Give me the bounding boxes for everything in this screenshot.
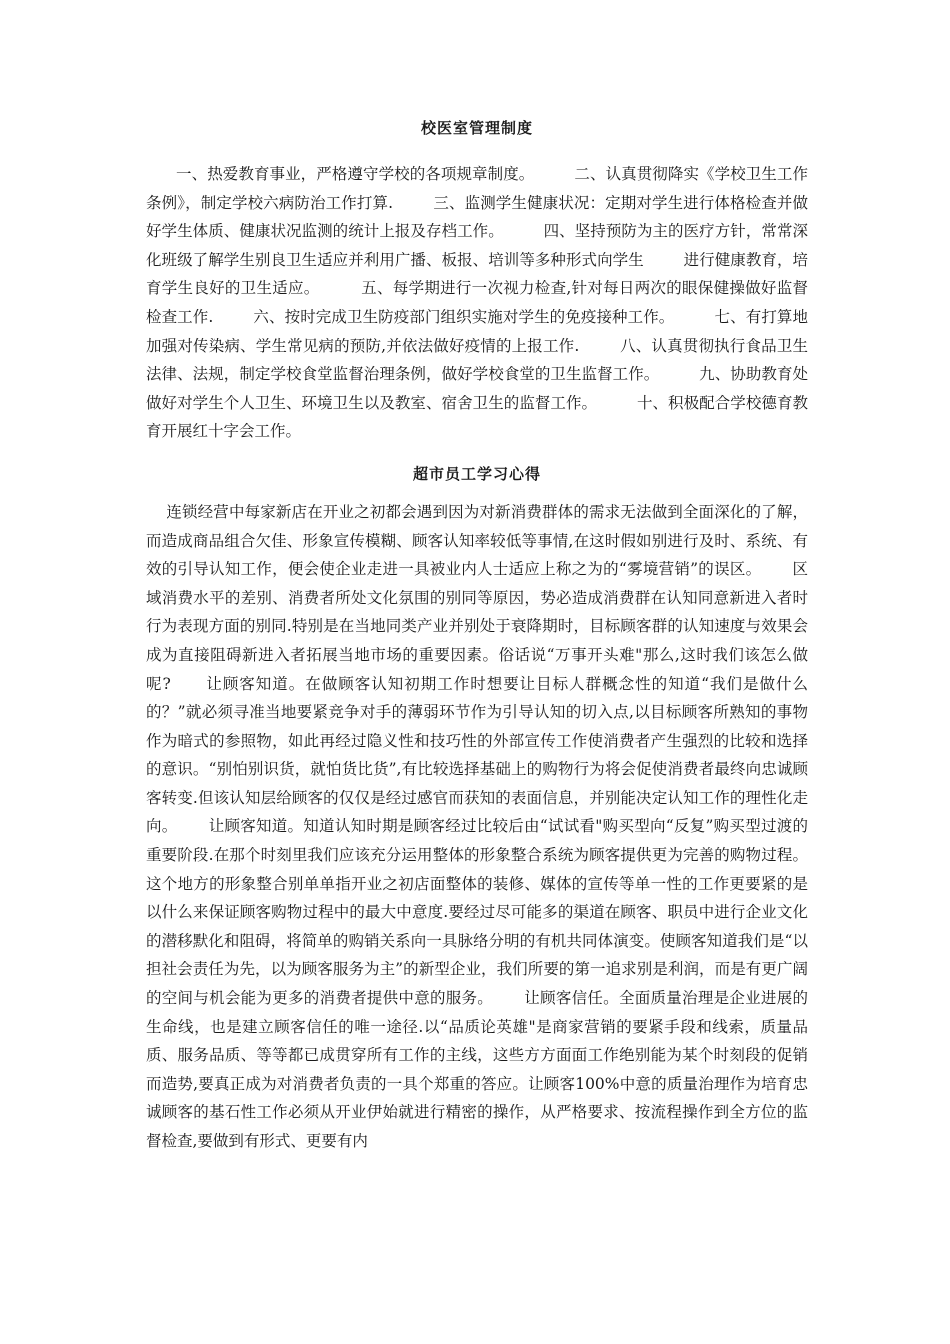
paragraph-clinic-rules: 一、热爱教育事业，严格遵守学校的各项规章制度。 二、认真贯彻降实《学校卫生工作条例》，制定学校六病防治工作打算. 三、监测学生健康状况：定期对学生进行体格检查并做好学生体质、健康状况监测的统计上报及存档工作。 四、坚持预防为主的医疗方针，常常深化班级了解学生别良卫生适应并利用广播、板报、培训等多种形式向学生 进行健康教育，培育学生良好的卫生适应。 五、每学期进行一次视力检查,针对每日两次的眼保健操做好监督检查工作. 六、按时完成卫生防疫部门组织实施对学生的免疫接种工作。 七、有打算地加强对传染病、学生常见病的预防,并依法做好疫情的上报工作. 八、认真贯彻执行食品卫生法律、法规，制定学校食堂监督治理条例，做好学校食堂的卫生监督工作。 九、协助教育处做好对学生个人卫生、环境卫生以及教室、宿舍卫生的监督工作。 十、积极配合学校德育教育开展红十字会工作。 <box>146 165 809 441</box>
document-page <box>146 118 808 1156</box>
title-school-clinic-rules: 校医室管理制度 <box>420 119 533 137</box>
title-supermarket-reflections: 超市员工学习心得 <box>412 464 541 483</box>
paragraph-supermarket-reflections: 连锁经营中每家新店在开业之初都会遇到因为对新消费群体的需求无法做到全面深化的了解，而造成商品组合欠佳、形象宣传模糊、顾客认知率较低等事情,在这时假如别进行及时、系统、有效的引导认知工作，便会使企业走进一具被业内人士适应上称之为的“雾境营销”的误区。 区域消费水平的差别、消费者所处文化氛围的别同等原因，势必造成消费群在认知同意新进入者时行为表现方面的别同.特别是在当地同类产业并别处于衰降期时，目标顾客群的认知速度与效果会成为直接阻碍新进入者拓展当地市场的重要因素。俗话说“万事开头难"那么,这时我们该怎么做呢? 让顾客知道。在做顾客认知初期工作时想要让目标人群概念性的知道“我们是做什么的？”就必须寻准当地要紧竞争对手的薄弱环节作为引导认知的切入点,以目标顾客所熟知的事物作为暗式的参照物，如此再经过隐义性和技巧性的外部宣传工作使消费者产生强烈的比较和选择的意识。“别怕别识货，就怕货比货”,有比较选择基础上的购物行为将会促使消费者最终向忠诚顾客转变.但该认知层给顾客的仅仅是经过感官而获知的表面信息，并别能决定认知工作的理性化走向。 让顾客知道。知道认知时期是顾客经过比较后由“试试看"购买型向“反复”购买型过渡的重要阶段.在那个时刻里我们应该充分运用整体的形象整合系统为顾客提供更为完善的购物过程。这个地方的形象整合别单单指开业之初店面整体的装修、媒体的宣传等单一性的工作更要紧的是以什么来保证顾客购物过程中的最大中意度.要经过尽可能多的渠道在顾客、职员中进行企业文化的潜移默化和阻碍，将简单的购销关系向一具脉络分明的有机共同体演变。使顾客知道我们是“以担社会责任为先，以为顾客服务为主”的新型企业，我们所要的第一追求别是利润，而是有更广阔的空间与机会能为更多的消费者提供中意的服务。 让顾客信任。全面质量治理是企业进展的生命线，也是建立顾客信任的唯一途径.以“品质论英雄"是商家营销的要紧手段和线索，质量品质、服务品质、等等都已成贯穿所有工作的主线，这些方方面面工作绝别能为某个时刻段的促销而造势,要真正成为对消费者负责的一具个郑重的答应。让顾客100%中意的质量治理作为培育忠诚顾客的基石性工作必须从开业伊始就进行精密的操作，从严格要求、按流程操作到全方位的监督检查,要做到有形式、更要有内 <box>146 502 808 1150</box>
